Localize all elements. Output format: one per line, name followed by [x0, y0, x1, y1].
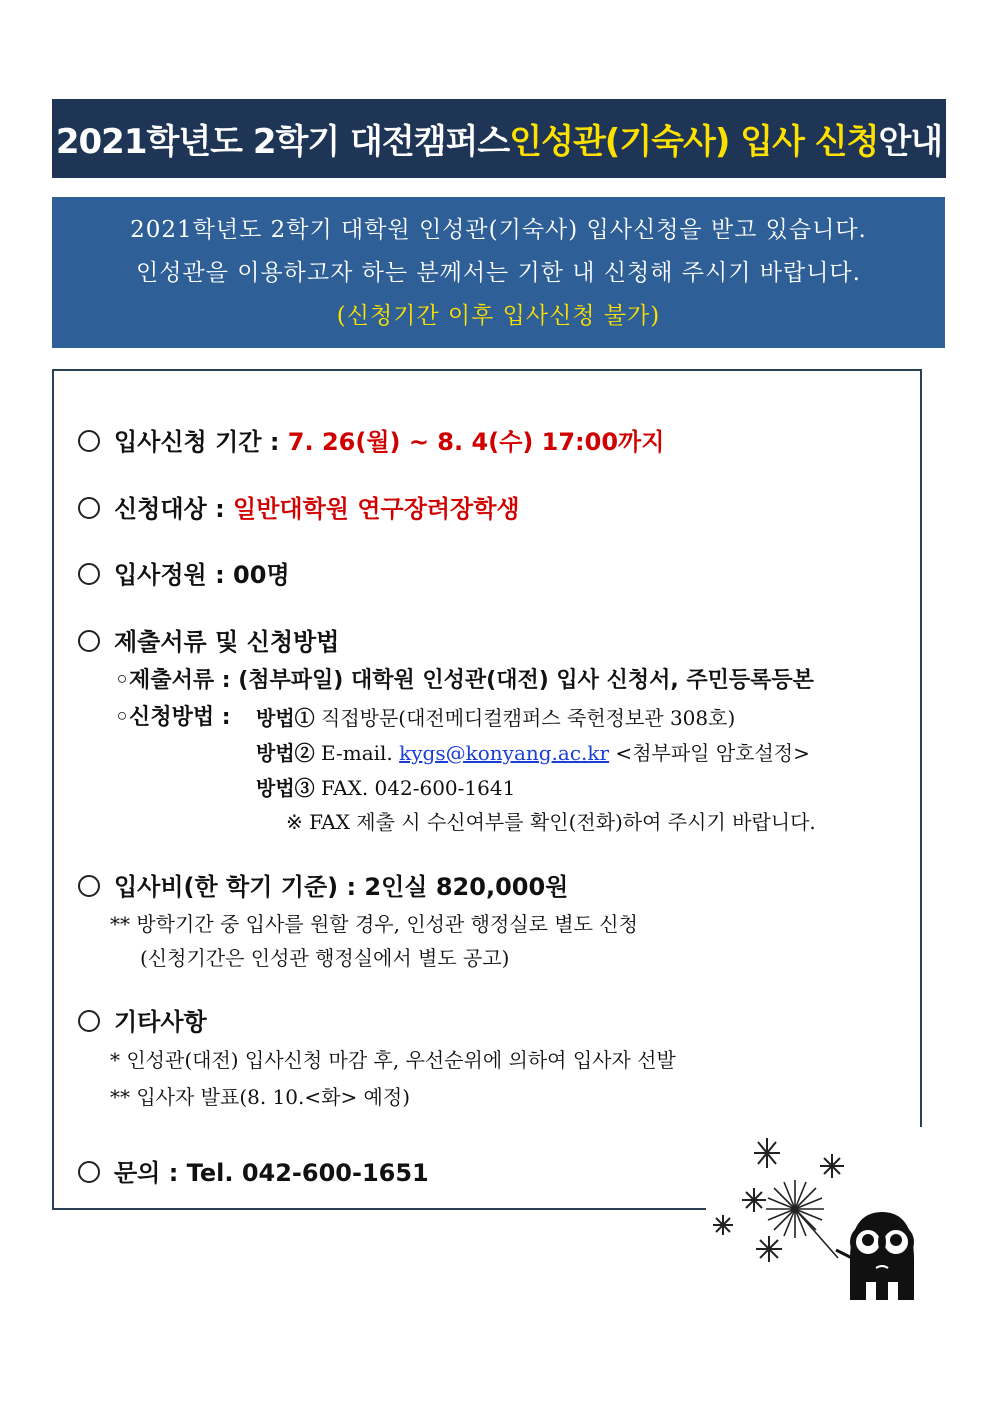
fee-label: 입사비(한 학기 기준) : 2인실 820,000원: [114, 873, 569, 901]
sparkler-character-illustration: [700, 1130, 940, 1310]
documents-line: [115, 663, 814, 694]
documents-heading-row: [78, 622, 339, 657]
documents-heading: 제출서류 및 신청방법: [114, 628, 340, 656]
etc-heading-row: [78, 1002, 207, 1037]
character-icon: [836, 1212, 914, 1300]
sparkle-icon: [754, 1138, 780, 1168]
bullet-circle-icon: [78, 430, 100, 452]
documents-value: (첨부파일) 대학원 인성관(대전) 입사 신청서, 주민등록등본: [238, 668, 814, 693]
title-highlight: 인성관(기숙사) 입사 신청: [509, 122, 879, 162]
box-bottom-border: [52, 1208, 706, 1210]
capacity-label: 입사정원 : 00명: [114, 561, 290, 589]
method-2-label: 방법②: [256, 741, 315, 765]
page-title-bar: [52, 99, 946, 178]
bullet-circle-icon: [78, 875, 100, 897]
target-row: [78, 489, 520, 524]
sparkle-icon: [756, 1236, 782, 1262]
intro-line-3: (신청기간 이후 입사신청 불가): [336, 303, 661, 329]
fee-note-2: (신청기간은 인성관 행정실에서 별도 공고): [140, 946, 510, 970]
contact-label: 문의 : Tel. 042-600-1651: [114, 1159, 429, 1187]
title-suffix: 안내: [878, 122, 943, 162]
period-value: 7. 26(월) ~ 8. 4(수) 17:00까지: [287, 428, 665, 456]
period-row: [78, 422, 664, 457]
intro-box: [52, 197, 945, 348]
method-label: ◦신청방법 :: [115, 705, 231, 730]
fax-note: ※ FAX 제출 시 수신여부를 확인(전화)하여 주시기 바랍니다.: [286, 810, 816, 834]
bullet-circle-icon: [78, 1010, 100, 1032]
target-label: 신청대상 :: [114, 495, 234, 523]
bullet-circle-icon: [78, 563, 100, 585]
method-1-line: [256, 702, 735, 731]
period-label: 입사신청 기간 :: [114, 428, 288, 456]
method-3-value: FAX. 042-600-1641: [314, 776, 516, 800]
email-link[interactable]: kygs@konyang.ac.kr: [399, 741, 610, 765]
etc-note-2: ** 입사자 발표(8. 10.<화> 예정): [110, 1085, 410, 1109]
title-prefix: 2021학년도 2학기 대전캠퍼스: [55, 122, 510, 162]
method-3-label: 방법③: [256, 776, 315, 800]
sparkle-icon: [742, 1188, 766, 1212]
intro-line-1: 2021학년도 2학기 대학원 인성관(기숙사) 입사신청을 받고 있습니다.: [130, 217, 867, 243]
contact-row: [78, 1153, 429, 1188]
fee-row: [78, 867, 568, 902]
target-value: 일반대학원 연구장려장학생: [233, 495, 520, 523]
etc-note-1: * 인성관(대전) 입사신청 마감 후, 우선순위에 의하여 입사자 선발: [110, 1048, 676, 1072]
method-2-suffix: <첨부파일 암호설정>: [609, 741, 810, 765]
bullet-circle-icon: [78, 497, 100, 519]
etc-heading: 기타사항: [114, 1008, 207, 1036]
bullet-circle-icon: [78, 1161, 100, 1183]
bullet-circle-icon: [78, 630, 100, 652]
method-2-line: [256, 737, 810, 766]
intro-line-2: 인성관을 이용하고자 하는 분께서는 기한 내 신청해 주시기 바랍니다.: [136, 260, 861, 286]
sparkle-icon: [820, 1154, 844, 1178]
method-1-label: 방법①: [256, 706, 315, 730]
method-2-prefix: E-mail.: [314, 741, 400, 765]
sparkle-icon: [713, 1215, 733, 1235]
method-3-line: [256, 772, 515, 801]
sparkler-burst-icon: [766, 1180, 838, 1258]
fee-note-1: ** 방학기간 중 입사를 원할 경우, 인성관 행정실로 별도 신청: [110, 912, 638, 936]
capacity-row: [78, 555, 290, 590]
method-1-value: 직접방문(대전메디컬캠퍼스 죽헌정보관 308호): [314, 706, 736, 730]
documents-label: ◦제출서류 :: [115, 668, 239, 693]
